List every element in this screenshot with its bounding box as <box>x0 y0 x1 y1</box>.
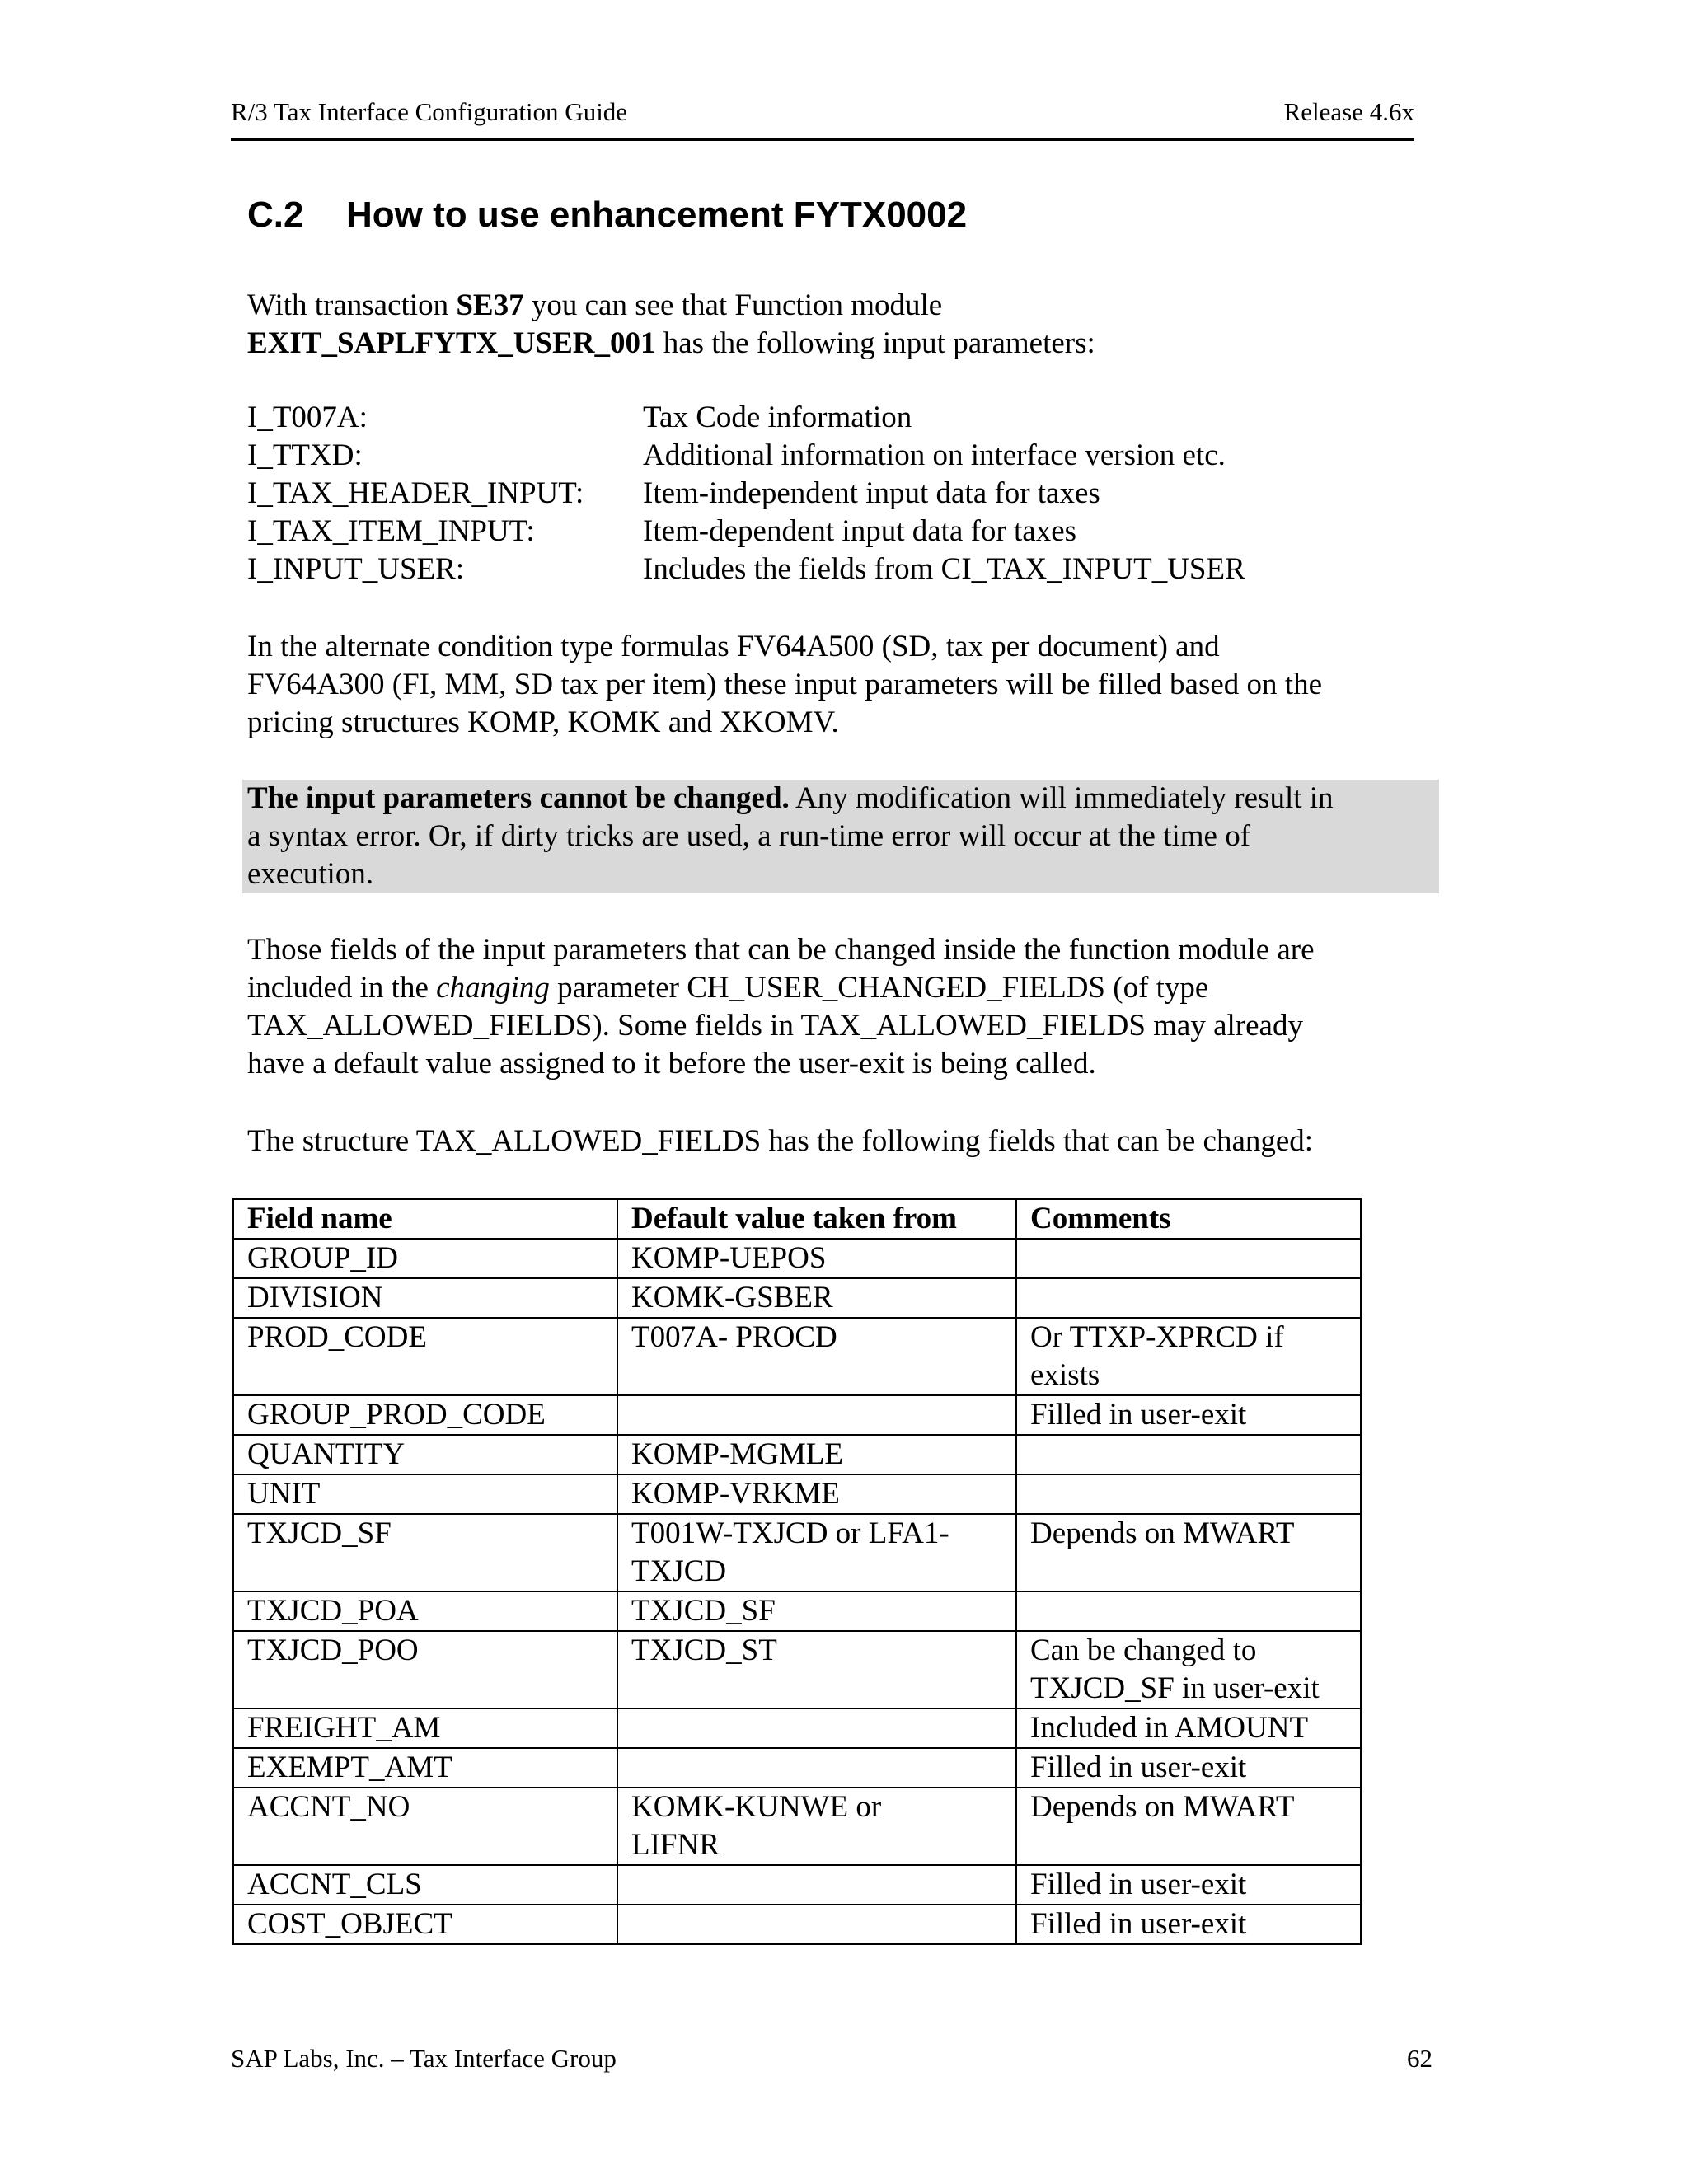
parameter-list <box>247 399 1245 588</box>
warning-note <box>242 780 1439 893</box>
intro-paragraph <box>247 287 1095 363</box>
note-line: a syntax error. Or, if dirty tricks are used, a run-time error will occur at the time of <box>247 819 1251 853</box>
changing-paragraph <box>247 931 1315 1083</box>
parameter-desc: Item-independent input data for taxes <box>643 476 1100 510</box>
header-release: Release 4.6x <box>1283 97 1414 126</box>
comment-cell <box>1016 1865 1361 1905</box>
default-value-cell <box>617 1514 1016 1591</box>
column-header: Comments <box>1016 1199 1361 1239</box>
intro-function-module: EXIT_SAPLFYTX_USER_001 <box>247 326 656 360</box>
table-row <box>233 1905 1361 1944</box>
comment-cell-line: exists <box>1030 1358 1100 1392</box>
comment-cell <box>1016 1591 1361 1631</box>
parameter-row <box>247 475 1245 513</box>
comment-cell-line: Included in AMOUNT <box>1030 1711 1309 1745</box>
table-header-row <box>233 1199 1361 1239</box>
comment-cell-line: Filled in user-exit <box>1030 1750 1247 1784</box>
table-row <box>233 1474 1361 1514</box>
changing-line: have a default value assigned to it before the user-exit is being called. <box>247 1047 1096 1080</box>
parameter-name: I_TAX_HEADER_INPUT: <box>247 476 584 510</box>
field-name-cell: GROUP_ID <box>233 1239 617 1278</box>
note-line: Any modification will immediately result in <box>789 781 1334 815</box>
table-row <box>233 1631 1361 1708</box>
comment-cell-line: Filled in user-exit <box>1030 1907 1247 1941</box>
table-row <box>233 1239 1361 1278</box>
section-number: C.2 <box>247 194 304 235</box>
default-value-cell <box>617 1708 1016 1748</box>
formulas-paragraph <box>247 628 1322 742</box>
comment-cell <box>1016 1435 1361 1474</box>
formulas-line: In the alternate condition type formulas FV64A500 (SD, tax per document) and <box>247 630 1220 663</box>
changing-line: TAX_ALLOWED_FIELDS). Some fields in TAX_ALLOWED_FIELDS may already <box>247 1009 1303 1043</box>
field-name-cell: UNIT <box>233 1474 617 1514</box>
header-doc-title: R/3 Tax Interface Configuration Guide <box>231 97 628 126</box>
comment-cell <box>1016 1514 1361 1591</box>
parameter-name: I_INPUT_USER: <box>247 552 465 586</box>
default-value-cell <box>617 1631 1016 1708</box>
table-row <box>233 1435 1361 1474</box>
default-value-cell <box>617 1905 1016 1944</box>
default-value-cell-line: TXJCD_SF <box>631 1594 776 1628</box>
default-value-cell <box>617 1748 1016 1788</box>
comment-cell <box>1016 1474 1361 1514</box>
default-value-cell-line: TXJCD_ST <box>631 1633 777 1667</box>
table-row <box>233 1278 1361 1318</box>
field-name-cell: QUANTITY <box>233 1435 617 1474</box>
page-number: 62 <box>1407 2044 1432 2073</box>
parameter-name: I_T007A: <box>247 401 368 434</box>
default-value-cell <box>617 1278 1016 1318</box>
field-name-cell: PROD_CODE <box>233 1318 617 1395</box>
note-bold-text: The input parameters cannot be changed. <box>247 781 790 815</box>
parameter-desc: Tax Code information <box>643 401 912 434</box>
intro-transaction: SE37 <box>456 288 524 322</box>
allowed-fields-table <box>232 1198 1362 1945</box>
comment-cell-line: Filled in user-exit <box>1030 1398 1247 1432</box>
table-row <box>233 1514 1361 1591</box>
comment-cell-line: Or TTXP-XPRCD if <box>1030 1320 1284 1354</box>
table-row <box>233 1318 1361 1395</box>
default-value-cell <box>617 1239 1016 1278</box>
structure-paragraph: The structure TAX_ALLOWED_FIELDS has the following fields that can be changed: <box>247 1124 1314 1158</box>
default-value-cell-line: T007A- PROCD <box>631 1320 837 1354</box>
parameter-name: I_TAX_ITEM_INPUT: <box>247 514 535 548</box>
column-header: Field name <box>233 1199 617 1239</box>
field-name-cell: EXEMPT_AMT <box>233 1748 617 1788</box>
parameter-desc: Includes the fields from CI_TAX_INPUT_USER <box>643 552 1245 586</box>
changing-italic: changing <box>436 971 550 1005</box>
comment-cell-line: Depends on MWART <box>1030 1790 1295 1824</box>
comment-cell-line: TXJCD_SF in user-exit <box>1030 1671 1320 1705</box>
section-heading <box>247 194 967 236</box>
intro-text-1: With transaction <box>247 288 457 322</box>
comment-cell <box>1016 1239 1361 1278</box>
default-value-cell-line: KOMK-GSBER <box>631 1281 833 1315</box>
field-name-cell: TXJCD_SF <box>233 1514 617 1591</box>
comment-cell <box>1016 1395 1361 1435</box>
comment-cell <box>1016 1905 1361 1944</box>
parameter-desc: Additional information on interface version etc. <box>643 438 1226 472</box>
intro-text-3: has the following input parameters: <box>655 326 1095 360</box>
field-name-cell: ACCNT_CLS <box>233 1865 617 1905</box>
field-name-cell: DIVISION <box>233 1278 617 1318</box>
parameter-row <box>247 551 1245 588</box>
field-name-cell: TXJCD_POO <box>233 1631 617 1708</box>
default-value-cell <box>617 1435 1016 1474</box>
field-name-cell: FREIGHT_AM <box>233 1708 617 1748</box>
intro-text-2: you can see that Function module <box>523 288 943 322</box>
default-value-cell <box>617 1865 1016 1905</box>
field-name-cell: ACCNT_NO <box>233 1788 617 1865</box>
comment-cell <box>1016 1748 1361 1788</box>
comment-cell <box>1016 1278 1361 1318</box>
comment-cell <box>1016 1631 1361 1708</box>
default-value-cell <box>617 1591 1016 1631</box>
footer-org: SAP Labs, Inc. – Tax Interface Group <box>231 2044 617 2073</box>
parameter-name: I_TTXD: <box>247 438 363 472</box>
default-value-cell-line: KOMP-MGMLE <box>631 1437 843 1471</box>
field-name-cell: COST_OBJECT <box>233 1905 617 1944</box>
comment-cell <box>1016 1788 1361 1865</box>
table-row <box>233 1748 1361 1788</box>
comment-cell-line: Can be changed to <box>1030 1633 1257 1667</box>
default-value-cell-line: KOMP-VRKME <box>631 1477 840 1511</box>
comment-cell-line: Filled in user-exit <box>1030 1868 1247 1901</box>
formulas-line: FV64A300 (FI, MM, SD tax per item) these input parameters will be filled based on the <box>247 668 1322 701</box>
page-header <box>231 97 1414 141</box>
parameter-row <box>247 399 1245 437</box>
comment-cell-line: Depends on MWART <box>1030 1516 1295 1550</box>
parameter-desc: Item-dependent input data for taxes <box>643 514 1077 548</box>
comment-cell <box>1016 1708 1361 1748</box>
default-value-cell <box>617 1395 1016 1435</box>
table-row <box>233 1788 1361 1865</box>
default-value-cell-line: KOMP-UEPOS <box>631 1241 827 1275</box>
changing-line: Those fields of the input parameters that can be changed inside the function module are <box>247 933 1315 967</box>
section-title: How to use enhancement FYTX0002 <box>346 194 968 235</box>
table-row <box>233 1591 1361 1631</box>
note-line: execution. <box>247 857 374 891</box>
default-value-cell-line: TXJCD <box>631 1554 727 1588</box>
default-value-cell <box>617 1318 1016 1395</box>
column-header: Default value taken from <box>617 1199 1016 1239</box>
field-name-cell: TXJCD_POA <box>233 1591 617 1631</box>
table-row <box>233 1395 1361 1435</box>
default-value-cell-line: T001W-TXJCD or LFA1- <box>631 1516 950 1550</box>
comment-cell <box>1016 1318 1361 1395</box>
changing-line: parameter CH_USER_CHANGED_FIELDS (of type <box>549 971 1209 1005</box>
default-value-cell-line: LIFNR <box>631 1828 720 1862</box>
default-value-cell <box>617 1788 1016 1865</box>
table-row <box>233 1708 1361 1748</box>
default-value-cell-line: KOMK-KUNWE or <box>631 1790 882 1824</box>
parameter-row <box>247 437 1245 475</box>
table-row <box>233 1865 1361 1905</box>
default-value-cell <box>617 1474 1016 1514</box>
field-name-cell: GROUP_PROD_CODE <box>233 1395 617 1435</box>
changing-line: included in the <box>247 971 437 1005</box>
formulas-line: pricing structures KOMP, KOMK and XKOMV. <box>247 705 839 739</box>
parameter-row <box>247 513 1245 551</box>
